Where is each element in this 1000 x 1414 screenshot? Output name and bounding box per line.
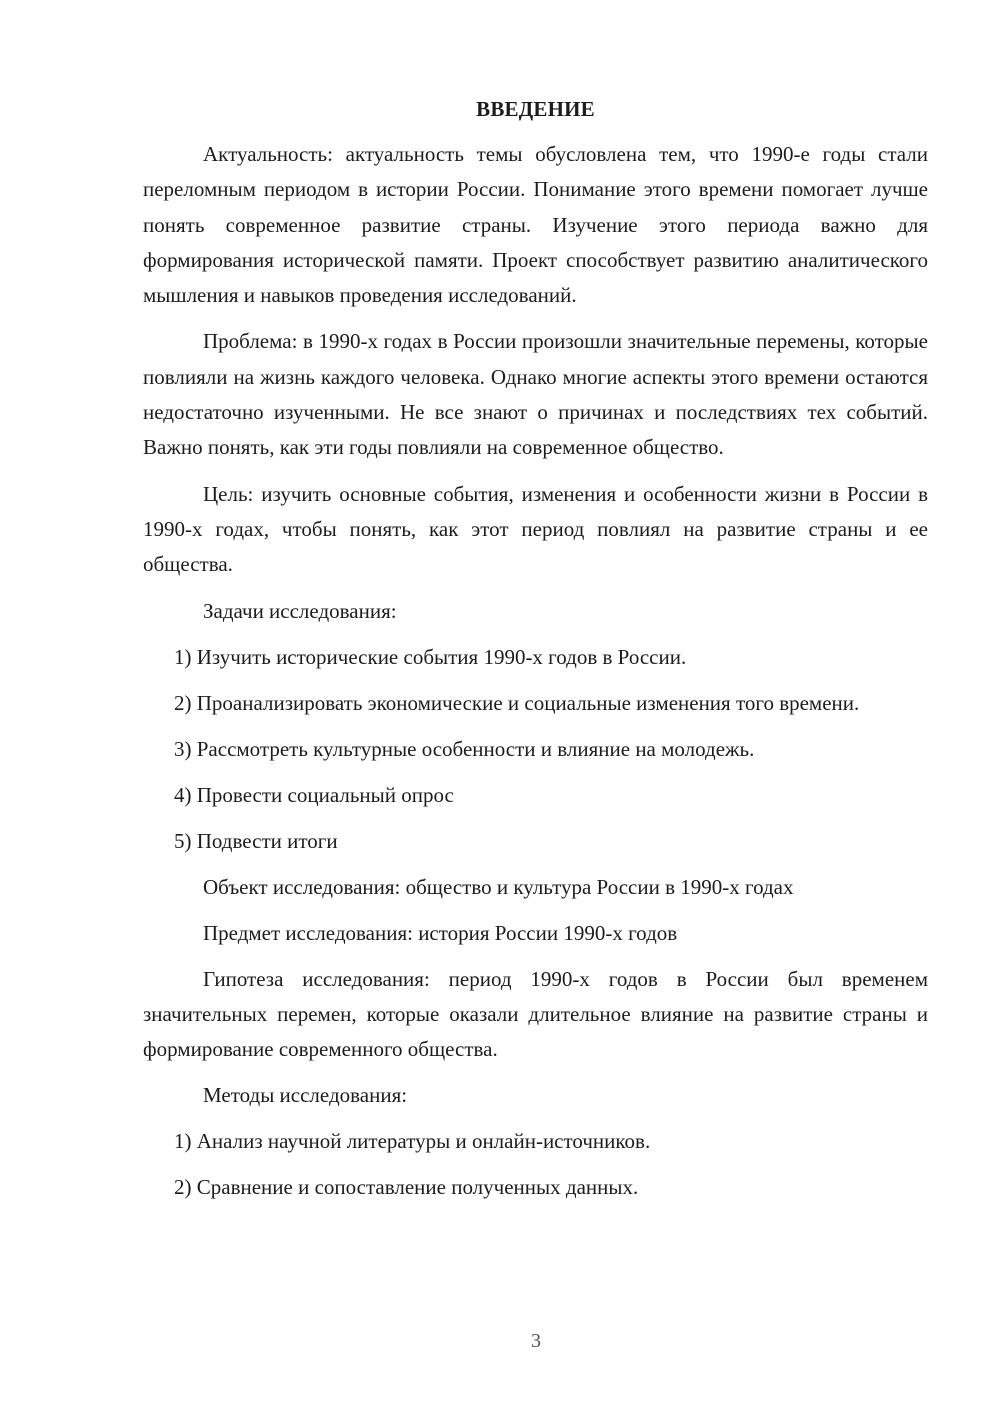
- problem-paragraph: Проблема: в 1990-х годах в России произошли значительные перемены, которые повлияли на жизнь каждого человека. Однако многие аспекты этого времени остаются недостаточно изученными. Не все знают о причинах и последствиях тех событий. Важно понять, как эти годы повлияли на современное общество.: [143, 329, 928, 460]
- task-item: 1) Изучить исторические события 1990-х годов в России.: [174, 644, 687, 669]
- subject-line: Предмет исследования: история России 1990-х годов: [203, 920, 678, 945]
- tasks-heading: Задачи исследования:: [203, 598, 397, 623]
- methods-heading: Методы исследования:: [203, 1083, 408, 1108]
- document-page: [143, 95, 928, 1216]
- method-item: 1) Анализ научной литературы и онлайн-источников.: [174, 1129, 651, 1154]
- hypothesis-paragraph: Гипотеза исследования: период 1990-х годов в России был временем значительных перемен, которые оказали длительное влияние на развитие страны и формирование современного общества.: [143, 966, 928, 1062]
- object-line: Объект исследования: общество и культура России в 1990-х годах: [203, 874, 794, 899]
- goal-paragraph: Цель: изучить основные события, изменения и особенности жизни в России в 1990-х годах, чтобы понять, как этот период повлиял на развитие страны и ее общества.: [143, 481, 928, 577]
- task-item: 4) Провести социальный опрос: [174, 782, 454, 807]
- page-number: 3: [531, 1330, 541, 1352]
- method-item: 2) Сравнение и сопоставление полученных данных.: [174, 1175, 639, 1200]
- relevance-paragraph: Актуальность: актуальность темы обусловлена тем, что 1990-е годы стали переломным периодом в истории России. Понимание этого времени помогает лучше понять современное развитие страны. Изучение этого периода важно для формирования исторической памяти. Проект способствует развитию аналитического мышления и навыков проведения исследований.: [143, 142, 928, 308]
- task-item: 3) Рассмотреть культурные особенности и влияние на молодежь.: [174, 736, 755, 761]
- task-item: 2) Проанализировать экономические и социальные изменения того времени.: [174, 690, 860, 715]
- task-item: 5) Подвести итоги: [174, 828, 338, 853]
- page-title: ВВЕДЕНИЕ: [476, 97, 595, 121]
